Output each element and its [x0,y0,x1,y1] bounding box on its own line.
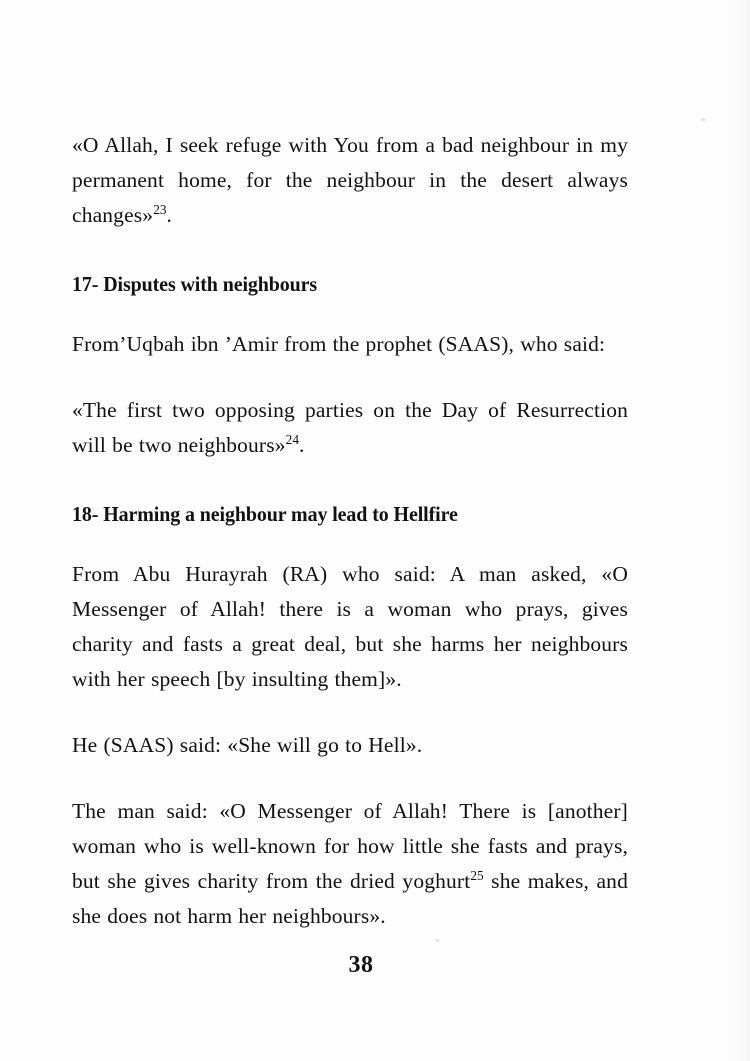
footnote-marker-25: 25 [470,867,484,883]
scan-edge-artifact [724,0,750,1061]
spacer [72,697,628,728]
scan-speck [701,118,705,121]
spacer [72,362,628,393]
spacer [72,763,628,794]
quote-bad-neighbour-text: «O Allah, I seek refuge with You from a bad neighbour in my permanent home, for the neighbour in the desert always changes» [72,133,628,227]
narration-second-woman-text-before-footnote: The man said: «O Messenger of Allah! There is [another] woman who is well-known for how little she fasts and prays, but she gives charity from the dried yoghurt [72,799,628,893]
spacer [72,299,628,327]
spacer [72,529,628,557]
footnote-marker-24: 24 [285,431,299,447]
quote-two-opposing-parties-text: «The first two opposing parties on the Day of Resurrection will be two neighbours» [72,398,628,457]
quote-bad-neighbour-trailing: . [166,203,173,227]
narration-second-woman-dried-yoghurt [72,794,628,934]
page-text-body [72,128,628,934]
heading-18-harming-a-neighbour-may-lead-to-hellfire: 18- Harming a neighbour may lead to Hellfire [72,502,458,526]
footnote-marker-23: 23 [153,201,167,217]
page-number: 38 [348,952,374,978]
scan-speck [436,939,439,942]
quote-bad-neighbour [72,128,628,233]
narration-abu-hurayrah: From Abu Hurayrah (RA) who said: A man asked, «O Messenger of Allah! there is a woman who prays, gives charity and fasts a great deal, but she harms her neighbours with her speech [by insulting them]». [72,562,628,691]
quote-two-opposing-parties-trailing: . [299,433,305,457]
spacer [72,233,628,269]
narration-second-woman-text-after-footnote: she makes, and she does not harm her neighbours». [72,869,628,928]
narration-uqbah-ibn-amir: From’Uqbah ibn ’Amir from the prophet (SAAS), who said: [72,332,606,356]
reply-she-will-go-to-hell: He (SAAS) said: «She will go to Hell». [72,733,423,757]
heading-17-disputes-with-neighbours: 17- Disputes with neighbours [72,272,318,296]
quote-two-opposing-parties [72,393,628,463]
spacer [72,463,628,499]
